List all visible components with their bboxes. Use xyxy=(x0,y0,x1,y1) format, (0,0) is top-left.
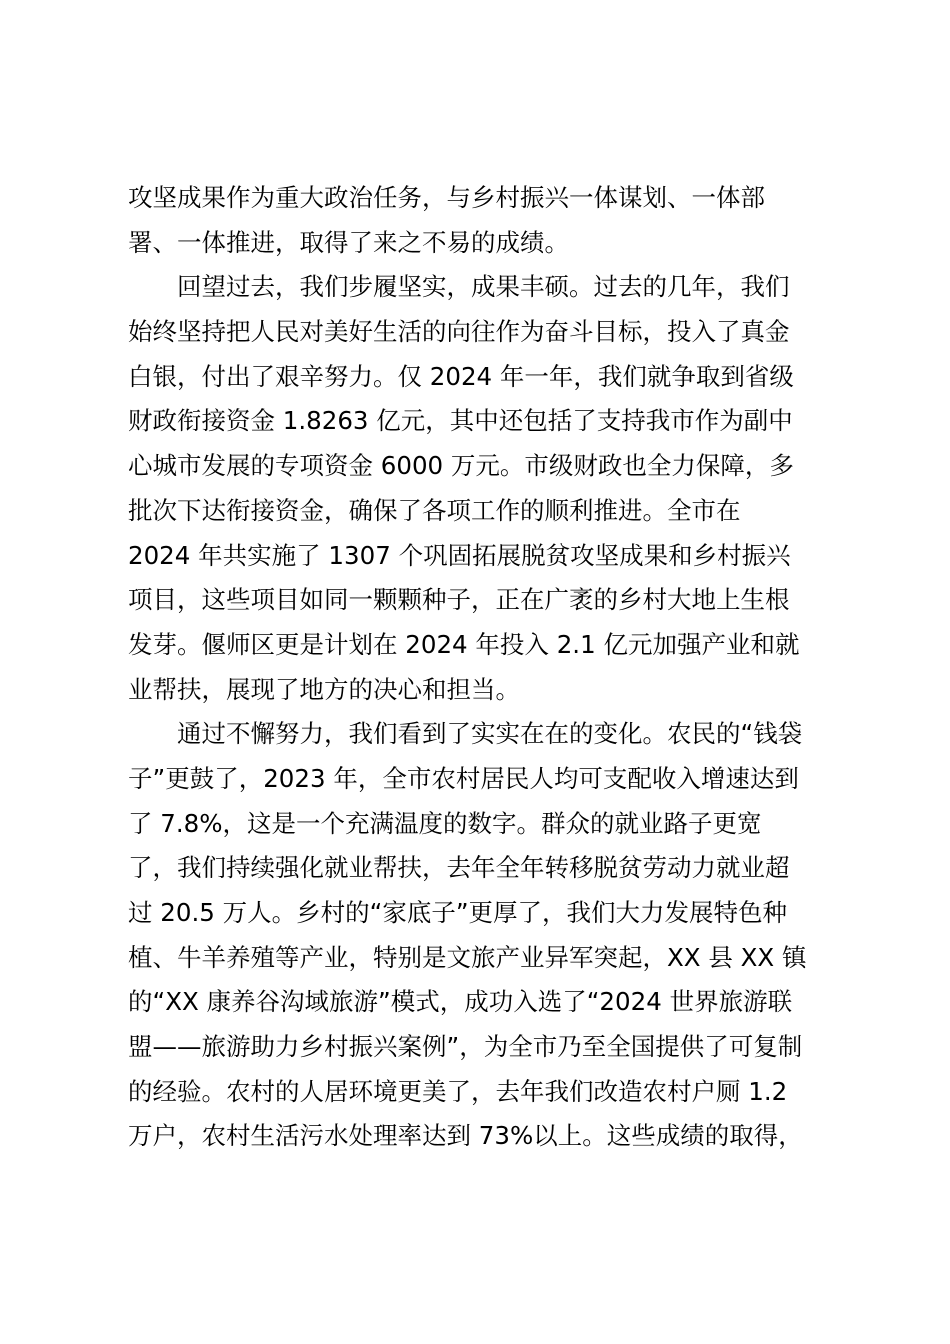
text-line: 始终坚持把人民对美好生活的向往作为奋斗目标，投入了真金 xyxy=(128,317,790,347)
text-line: 业帮扶，展现了地方的决心和担当。 xyxy=(128,674,520,704)
text-line: 的经验。农村的人居环境更美了，去年我们改造农村户厕 1.2 xyxy=(128,1076,788,1106)
text-line: 批次下达衔接资金，确保了各项工作的顺利推进。全市在 xyxy=(128,495,741,525)
text-line: 子”更鼓了，2023 年，全市农村居民人均可支配收入增速达到 xyxy=(128,763,799,793)
text-line: 项目，这些项目如同一颗颗种子，正在广袤的乡村大地上生根 xyxy=(128,585,790,615)
text-line: 植、牛羊养殖等产业，特别是文旅产业异军突起，XX 县 XX 镇 xyxy=(128,942,807,972)
text-line: 盟——旅游助力乡村振兴案例”，为全市乃至全国提供了可复制 xyxy=(128,1032,803,1062)
text-line: 白银，付出了艰辛努力。仅 2024 年一年，我们就争取到省级 xyxy=(128,361,794,391)
text-line: 发芽。偃师区更是计划在 2024 年投入 2.1 亿元加强产业和就 xyxy=(128,629,800,659)
text-line: 了 7.8%，这是一个充满温度的数字。群众的就业路子更宽 xyxy=(128,808,762,838)
text-line: 了，我们持续强化就业帮扶，去年全年转移脱贫劳动力就业超 xyxy=(128,853,790,883)
text-line: 回望过去，我们步履坚实，成果丰硕。过去的几年，我们 xyxy=(177,272,790,302)
text-line: 过 20.5 万人。乡村的“家底子”更厚了，我们大力发展特色种 xyxy=(128,898,788,927)
text-line: 财政衔接资金 1.8263 亿元，其中还包括了支持我市作为副中 xyxy=(128,406,793,436)
text-line: 署、一体推进，取得了来之不易的成绩。 xyxy=(128,227,569,257)
text-line: 攻坚成果作为重大政治任务，与乡村振兴一体谋划、一体部 xyxy=(128,183,765,212)
text-line: 的“XX 康养谷沟域旅游”模式，成功入选了“2024 世界旅游联 xyxy=(128,987,793,1017)
text-line: 通过不懈努力，我们看到了实实在在的变化。农民的“钱袋 xyxy=(177,719,803,749)
body-text xyxy=(128,176,838,1159)
text-line: 2024 年共实施了 1307 个巩固拓展脱贫攻坚成果和乡村振兴 xyxy=(128,540,791,570)
text-line: 万户，农村生活污水处理率达到 73%以上。这些成绩的取得， xyxy=(128,1121,803,1151)
text-line: 心城市发展的专项资金 6000 万元。市级财政也全力保障，多 xyxy=(128,451,794,481)
